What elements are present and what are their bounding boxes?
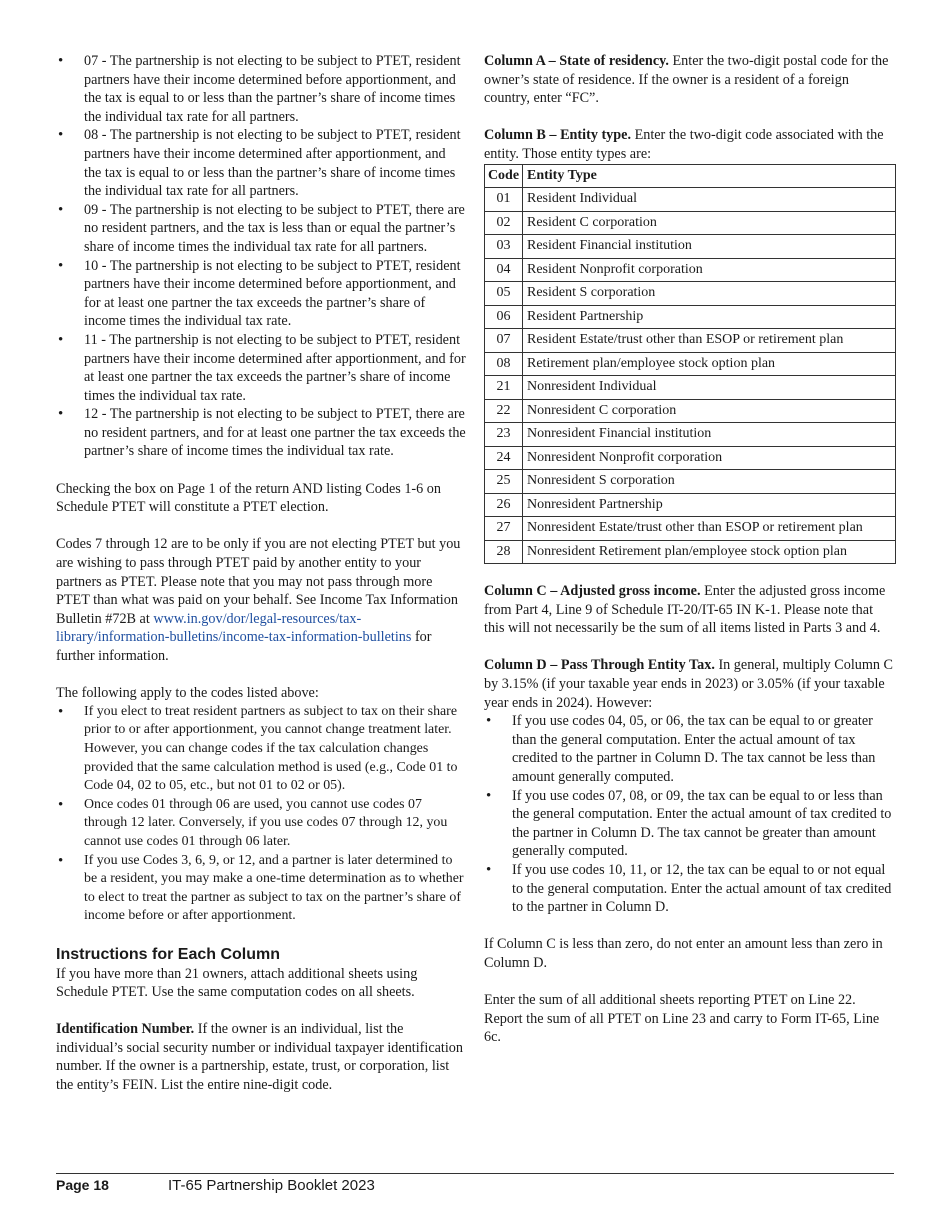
column-d-text: In general, multiply Column C by 3.15% (if your taxable year ends in 2023) or 3.05% (if your taxable year ends in 2024). However:: [484, 657, 894, 711]
entity-cell: Nonresident Nonprofit corporation: [523, 446, 896, 470]
identification-label: Identification Number.: [56, 1021, 195, 1038]
entity-cell: Nonresident Financial institution: [523, 423, 896, 447]
column-c-text: Enter the adjusted gross income from Part 4, Line 9 of Schedule IT-20/IT-65 IN K-1. Please note that this will not necessarily be the sum of all items listed in Parts 3 and 4.: [484, 583, 886, 637]
sum-paragraph: Enter the sum of all additional sheets reporting PTET on Line 22. Report the sum of all PTET on Line 23 and carry to Form IT-65, Line 6c.: [484, 992, 880, 1046]
footer-divider: [56, 1173, 894, 1174]
list-item: • 10 - The partnership is not electing to be subject to PTET, resident partners have their income determined before apportionment, and for at least one partner the tax exceeds the partner’s share of income times the individual tax rate.: [56, 257, 466, 331]
following-intro: The following apply to the codes listed above:: [56, 685, 319, 702]
page-number: Page 18: [56, 1177, 109, 1193]
right-column: [484, 52, 896, 1066]
table-row: [485, 188, 896, 212]
entity-cell: Nonresident S corporation: [523, 470, 896, 494]
table-row: [485, 517, 896, 541]
entity-cell: Resident S corporation: [523, 282, 896, 306]
table-row: [485, 399, 896, 423]
code-cell: 03: [485, 235, 523, 259]
table-row: [485, 376, 896, 400]
table-row: [485, 235, 896, 259]
list-item: • If you use codes 04, 05, or 06, the tax can be equal to or greater than the general computation. Enter the actual amount of tax credited to the partner in Column D. The tax cannot be less than amount generally computed.: [484, 712, 896, 786]
table-row: [485, 305, 896, 329]
entity-cell: Resident C corporation: [523, 211, 896, 235]
code-cell: 07: [485, 329, 523, 353]
entity-cell: Resident Financial institution: [523, 235, 896, 259]
column-a-label: Column A – State of residency.: [484, 53, 669, 69]
code-cell: 04: [485, 258, 523, 282]
list-item: • 08 - The partnership is not electing to be subject to PTET, resident partners have their income determined after apportionment, and the tax is equal to or less than the partner’s share of income times the individual tax rate for all partners.: [56, 126, 466, 200]
codes-7-12-paragraph: [56, 535, 466, 665]
column-c-zero-paragraph: If Column C is less than zero, do not enter an amount less than zero in Column D.: [484, 936, 883, 971]
table-row: [485, 211, 896, 235]
booklet-title: IT-65 Partnership Booklet 2023: [168, 1177, 375, 1194]
codes-7-12-text: Codes 7 through 12 are to be only if you are not electing PTET but you are wishing to pass through PTET paid by another entity to your partners as PTET. Please note that you may not pass through more PTET than what was paid on your behalf. See Income Tax Information Bulletin #72B at: [56, 536, 461, 627]
ptet-election-paragraph: Checking the box on Page 1 of the return AND listing Codes 1-6 on Schedule PTET will constitute a PTET election.: [56, 480, 441, 516]
list-item: • 11 - The partnership is not electing to be subject to PTET, resident partners have their income determined after apportionment, and for at least one partner the tax exceeds the partner’s share of income times the individual tax rate.: [56, 331, 466, 405]
identification-text: If the owner is an individual, list the individual’s social security number or individual taxpayer identification number. If the owner is a partnership, estate, trust, or corporation, list the entity’s FEIN. List the entire nine-digit code.: [56, 1021, 463, 1094]
code-list: [56, 52, 466, 461]
column-d-paragraph: [484, 656, 896, 712]
list-item: • Once codes 01 through 06 are used, you cannot use codes 07 through 12 later. Conversely, if you use codes 07 through 12, you cannot use codes 01 through 06 later.: [56, 796, 466, 852]
owners-paragraph: If you have more than 21 owners, attach additional sheets using Schedule PTET. Use the same computation codes on all sheets.: [56, 965, 418, 1001]
entity-cell: Resident Estate/trust other than ESOP or retirement plan: [523, 329, 896, 353]
entity-cell: Resident Individual: [523, 188, 896, 212]
code-cell: 28: [485, 540, 523, 564]
column-b-paragraph: [484, 126, 896, 163]
table-row: [485, 423, 896, 447]
code-cell: 24: [485, 446, 523, 470]
table-row: [485, 329, 896, 353]
table-row: [485, 493, 896, 517]
table-row: [485, 540, 896, 564]
list-item: • If you use Codes 3, 6, 9, or 12, and a partner is later determined to be a resident, you may make a one-time determination as to whether to elect to treat the partner as subject to tax on the partner’s share of income before or after apportionment.: [56, 852, 466, 926]
code-cell: 25: [485, 470, 523, 494]
code-cell: 05: [485, 282, 523, 306]
section-heading: Instructions for Each Column: [56, 945, 281, 963]
code-cell: 02: [485, 211, 523, 235]
column-a-paragraph: [484, 52, 896, 108]
entity-cell: Nonresident Retirement plan/employee stock option plan: [523, 540, 896, 564]
page-footer: [56, 1176, 375, 1196]
list-item: • 09 - The partnership is not electing to be subject to PTET, there are no resident partners, and the tax is less than or equal the partner’s share of income times the individual tax rate for all partners.: [56, 201, 466, 257]
column-b-text: Enter the two-digit code associated with the entity. Those entity types are:: [484, 127, 884, 162]
entity-cell: Nonresident Estate/trust other than ESOP or retirement plan: [523, 517, 896, 541]
column-b-label: Column B – Entity type.: [484, 127, 632, 144]
following-list: [56, 703, 466, 926]
column-c-label: Column C – Adjusted gross income.: [484, 583, 701, 600]
table-row: [485, 470, 896, 494]
codes-7-12-text-end: for further information.: [56, 629, 432, 664]
code-cell: 23: [485, 423, 523, 447]
code-cell: 27: [485, 517, 523, 541]
entity-cell: Nonresident Individual: [523, 376, 896, 400]
entity-cell: Resident Partnership: [523, 305, 896, 329]
entity-cell: Nonresident Partnership: [523, 493, 896, 517]
code-cell: 26: [485, 493, 523, 517]
entity-cell: Nonresident C corporation: [523, 399, 896, 423]
code-cell: 01: [485, 188, 523, 212]
code-cell: 08: [485, 352, 523, 376]
code-cell: 22: [485, 399, 523, 423]
column-c-paragraph: [484, 582, 896, 638]
code-header: Code: [485, 164, 523, 188]
list-item: • If you use codes 10, 11, or 12, the tax can be equal to or not equal to the general computation. Enter the actual amount of tax credited to the partner in Column D.: [484, 861, 896, 917]
left-column: [56, 52, 466, 1113]
entity-type-header: Entity Type: [523, 164, 896, 188]
entity-type-table: [484, 164, 896, 565]
column-d-list: [484, 712, 896, 917]
list-item: • 12 - The partnership is not electing to be subject to PTET, there are no resident partners, and for at least one partner the tax exceeds the partner’s share of income times the individual tax rate.: [56, 405, 466, 461]
entity-cell: Resident Nonprofit corporation: [523, 258, 896, 282]
table-row: [485, 258, 896, 282]
table-header-row: [485, 164, 896, 188]
table-row: [485, 352, 896, 376]
table-row: [485, 282, 896, 306]
column-a-text: Enter the two-digit postal code for the owner’s state of residence. If the owner is a resident of a foreign country, enter “FC”.: [484, 53, 889, 107]
list-item: • If you use codes 07, 08, or 09, the tax can be equal to or less than the general computation. Enter the actual amount of tax credited to the partner in Column D. The tax cannot be greater than amount generally computed.: [484, 787, 896, 861]
list-item: • 07 - The partnership is not electing to be subject to PTET, resident partners have their income determined before apportionment, and the tax is equal to or less than the partner’s share of income times the individual tax rate for all partners.: [56, 52, 466, 126]
code-cell: 21: [485, 376, 523, 400]
list-item: • If you elect to treat resident partners as subject to tax on their share prior to or after apportionment, you cannot change treatment later. However, you can change codes if the tax calculation changes provided that the same calculation method is used (e.g., Code 01 to Code 04, 02 to 05, etc., but not 01 to 02 or 05).: [56, 703, 466, 796]
entity-cell: Retirement plan/employee stock option plan: [523, 352, 896, 376]
identification-paragraph: [56, 1020, 466, 1094]
code-cell: 06: [485, 305, 523, 329]
column-d-label: Column D – Pass Through Entity Tax.: [484, 657, 715, 674]
bulletin-link[interactable]: www.in.gov/dor/legal-resources/tax-library/information-bulletins/income-tax-information-bulletins: [56, 610, 412, 646]
table-row: [485, 446, 896, 470]
